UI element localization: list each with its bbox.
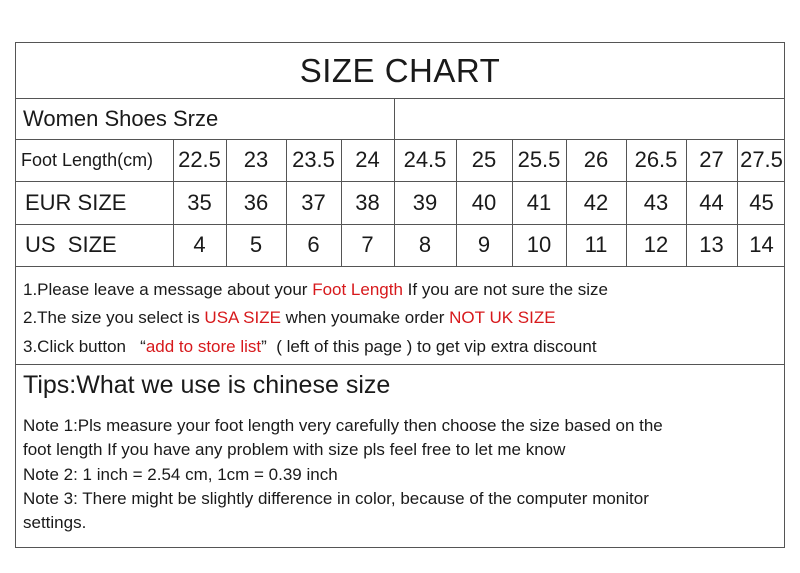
table-cell-eur: 44	[699, 189, 724, 215]
table-cell-foot-length: 26	[583, 147, 609, 172]
table-cell-us: 7	[361, 232, 374, 257]
table-cell-foot-length: 27	[699, 147, 724, 172]
table-cell-us: 13	[699, 232, 724, 257]
row-label-eur-size: EUR SIZE	[25, 189, 127, 215]
table-cell-eur: 43	[643, 189, 669, 215]
table-cell-us: 14	[749, 232, 774, 257]
highlight-not-uk-size: NOT UK SIZE	[449, 308, 556, 327]
highlight-add-to-store-list: add to store list	[145, 337, 262, 356]
table-cell-eur: 45	[749, 189, 774, 215]
table-cell-us: 10	[526, 232, 552, 257]
divider	[16, 266, 784, 267]
note-3-line-1: Note 3: There might be slightly difference in color, because of the computer monitor	[23, 489, 649, 508]
table-cell-eur: 37	[301, 189, 326, 215]
instruction-line-2: 2.The size you select is USA SIZE when youmake order NOT UK SIZE	[23, 308, 556, 327]
table-cell-eur: 39	[412, 189, 438, 215]
table-cell-us: 11	[584, 232, 608, 257]
table-cell-eur: 42	[583, 189, 609, 215]
table-cell-foot-length: 23	[243, 147, 269, 172]
row-label-foot-length: Foot Length(cm)	[21, 149, 154, 170]
highlight-usa-size: USA SIZE	[204, 308, 281, 327]
note-1-line-2: foot length If you have any problem with size pls feel free to let me know	[23, 440, 566, 459]
table-cell-us: 4	[193, 232, 206, 257]
table-subtitle: Women Shoes Srze	[23, 105, 219, 131]
table-cell-eur: 40	[471, 189, 497, 215]
table-cell-us: 9	[477, 232, 491, 257]
instruction-line-3: 3.Click button “add to store list” ( left of this page ) to get vip extra discount	[23, 337, 597, 356]
table-cell-us: 8	[418, 232, 432, 257]
table-cell-eur: 41	[526, 189, 552, 215]
page-title: SIZE CHART	[299, 51, 501, 89]
divider	[16, 364, 784, 365]
table-cell-foot-length: 27.5	[740, 147, 783, 172]
highlight-foot-length: Foot Length	[312, 280, 403, 299]
table-cell-foot-length: 25	[471, 147, 497, 172]
table-cell-us: 6	[307, 232, 320, 257]
table-cell-foot-length: 23.5	[292, 147, 335, 172]
table-cell-foot-length: 22.5	[178, 147, 221, 172]
note-2: Note 2: 1 inch = 2.54 cm, 1cm = 0.39 inch	[23, 465, 338, 484]
table-cell-foot-length: 24	[355, 147, 380, 172]
tips-heading: Tips:What we use is chinese size	[23, 371, 391, 399]
table-cell-foot-length: 24.5	[403, 147, 447, 172]
note-3-line-2: settings.	[23, 513, 87, 532]
table-cell-eur: 36	[243, 189, 269, 215]
table-cell-us: 12	[643, 232, 669, 257]
instruction-line-1: 1.Please leave a message about your Foot Length If you are not sure the size	[23, 280, 608, 299]
table-cell-us: 5	[249, 232, 263, 257]
row-label-us-size: US SIZE	[25, 232, 117, 257]
note-1-line-1: Note 1:Pls measure your foot length very carefully then choose the size based on the	[23, 416, 663, 435]
size-chart	[15, 42, 785, 548]
table-cell-foot-length: 25.5	[517, 147, 561, 172]
table-cell-eur: 38	[355, 189, 380, 215]
table-cell-eur: 35	[187, 189, 212, 215]
table-cell-foot-length: 26.5	[634, 147, 678, 172]
divider	[394, 98, 395, 139]
